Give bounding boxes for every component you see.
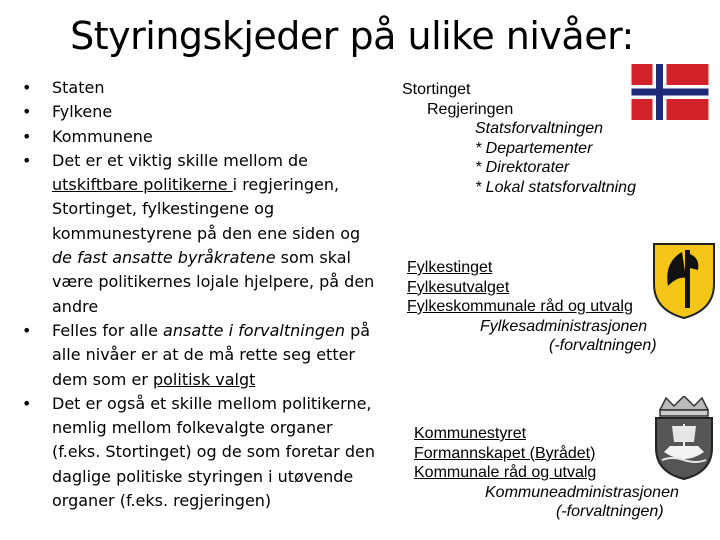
municipality-coat-of-arms-icon [652, 396, 716, 480]
bullet-kommunene: • Kommunene [20, 125, 380, 149]
crown [660, 396, 708, 410]
state-line-statsforvaltningen: Statsforvaltningen [475, 120, 604, 137]
municipality-line-kommunestyret: Kommunestyret [414, 425, 527, 442]
state-line-stortinget: Stortinget [402, 81, 471, 98]
bullet-skille-politikerne: • Det er også et skille mellom politikerne, nemlig mellom folkevalgte organer (f.eks. Stortinget) og de som foretar den daglige politiske styringen i utøvende organer (f.eks. regjeringen) [20, 392, 380, 513]
municipality-line-rad-utvalg: Kommunale råd og utvalg [414, 464, 597, 481]
text: Felles for alle [52, 320, 164, 340]
text: som skal være politikernes lojale hjelpere, på den andre [52, 248, 375, 316]
underlined-text: utskiftbare politikerne [52, 175, 233, 195]
state-line-regjeringen: Regjeringen [427, 100, 514, 118]
state-line-lokal: * Lokal statsforvaltning [475, 178, 636, 196]
text: på alle nivåer er at de må rette seg etter dem som er [52, 320, 371, 389]
norway-flag-icon [626, 64, 714, 120]
state-line-direktorater: * Direktorater [475, 159, 570, 176]
bullet-ansatte-forvaltningen [20, 319, 380, 392]
county-line-administrasjon: Fylkesadministrasjonen [480, 317, 648, 335]
county-line-forvaltningen: (-forvaltningen) [549, 337, 657, 354]
axe-handle [685, 250, 690, 308]
state-line-departementer: * Departementer [475, 139, 593, 157]
county-line-fylkestinget: Fylkestinget [407, 259, 493, 276]
text: i regjeringen, Stortinget, fylkestingene og kommunestyrene på den ene siden og [52, 175, 361, 243]
county-line-rad-utvalg: Fylkeskommunale råd og utvalg [407, 298, 633, 315]
bullet-staten: • Staten [20, 76, 380, 100]
ship-sail [672, 426, 696, 442]
underlined-text: politisk valgt [152, 369, 256, 389]
county-shield-icon [652, 240, 716, 320]
bullet-list [20, 76, 380, 513]
municipality-line-administrasjon: Kommuneadministrasjonen [485, 483, 679, 501]
italic-text: de fast ansatte byråkratene [52, 248, 276, 268]
crown-band [660, 410, 708, 416]
municipality-line-forvaltningen: (-forvaltningen) [556, 503, 664, 520]
text: Det er et viktig skille mellom de [52, 150, 309, 170]
bullet-fylkene: • Fylkene [20, 100, 380, 124]
municipality-line-formannskapet: Formannskapet (Byrådet) [414, 444, 596, 462]
county-chain [407, 258, 657, 356]
bullet-skille-politikere-byrakrater [20, 149, 380, 319]
county-line-fylkesutvalget: Fylkesutvalget [407, 278, 510, 296]
shield-body [654, 244, 714, 318]
flag-cross-blue-h [632, 89, 709, 96]
italic-text: ansatte i forvaltningen [163, 320, 345, 340]
municipality-chain [414, 424, 679, 522]
slide-title: Styringskjeder på ulike nivåer: [70, 14, 634, 58]
state-chain [402, 80, 636, 197]
